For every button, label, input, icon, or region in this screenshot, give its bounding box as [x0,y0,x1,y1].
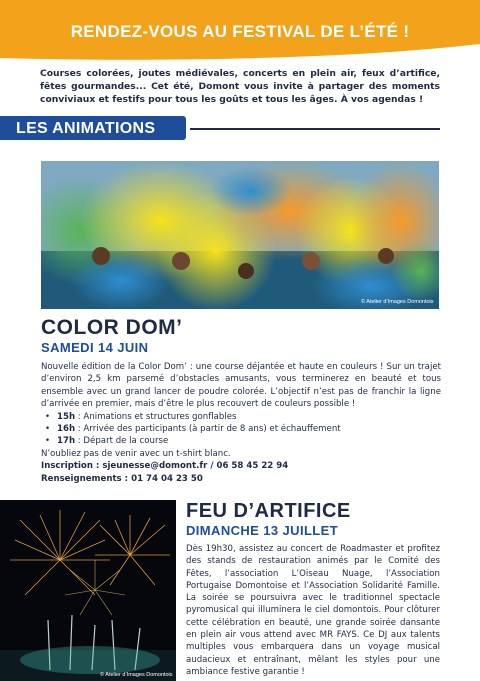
schedule-text: : Départ de la course [75,436,169,447]
event-note: N’oubliez pas de venir avec un t-shirt blanc. [41,448,231,459]
schedule-time: 17h [57,436,76,447]
inscription-line [41,460,441,472]
schedule-item [45,423,441,435]
fireworks-photo [0,500,176,681]
schedule-time: 15h [57,411,76,422]
page-title: RENDEZ-VOUS AU FESTIVAL DE L’ÉTÉ ! [70,22,410,41]
photo-credit: © Atelier d’Images Domontois [361,299,434,305]
intro-text: Courses colorées, joutes médiévales, concerts en plein air, feux d’artifice, fêtes gourmandes... Cet été, Domont vous invite à partager des moments conviviaux et festifs pour tous les goûts et tous les âges. À vos agendas ! [40,68,440,105]
section-divider [190,128,440,130]
inscription-label: Inscription : [41,461,100,472]
event-body-color-dom [41,361,441,485]
header-banner [0,0,480,64]
inscription-contact: sjeunesse@domont.fr / 06 58 45 22 94 [99,461,289,472]
event-title-color-dom: COLOR DOM’ [41,316,183,339]
event-description-feu: Dès 19h30, assistez au concert de Roadmaster et profitez des stands de restauration animés par le Comité des Fêtes, l’association L’Oiseau Nuage, l’Association Portugaise Domontoise et l’Association Solidarité Famille. La soirée se poursuivra avec le traditionnel spectacle pyromusical qui illuminera le ciel domontois. Pour clôturer cette célébration en beauté, une grande soirée dansante en plein air vous attend avec MR FAYS. Ce DJ aux talents multiples vous embarquera dans un voyage musical audacieux et entraînant, mêlant les styles pour une ambiance festive garantie ! [186,544,440,677]
event-date-color-dom: SAMEDI 14 JUIN [41,340,149,355]
event-title-feu: FEU D’ARTIFICE [186,500,351,522]
event-date-feu: DIMANCHE 13 JUILLET [186,523,339,538]
schedule-item [45,411,441,423]
color-powder-image [41,161,439,309]
schedule-text: : Animations et structures gonflables [75,411,237,422]
event-description: Nouvelle édition de la Color Dom’ : une course déjantée et haute en couleurs ! Sur un trajet d’environ 2,5 km parsemé d’obstacles amusants, vous terminerez en beauté et tous ensemble avec un grand lancer de poudre colorée. L’objectif n’est pas de franchir la ligne d’arrivée en premier, mais d’être le plus recouvert de couleurs possible ! [41,362,441,410]
schedule-time: 16h [57,424,76,435]
renseignements-label: Renseignements : [41,473,129,484]
color-run-photo [41,161,439,309]
photo-credit: © Atelier d’Images Domontois [100,672,173,678]
section-title: LES ANIMATIONS [16,120,156,137]
renseignements-phone: 01 74 04 23 50 [128,473,203,484]
schedule-text: : Arrivée des participants (à partir de 8 ans) et échauffement [75,424,341,435]
section-header [0,116,186,140]
renseignements-line [41,473,441,485]
schedule-list [45,411,441,448]
fireworks-image [0,500,176,681]
schedule-item [45,435,441,447]
